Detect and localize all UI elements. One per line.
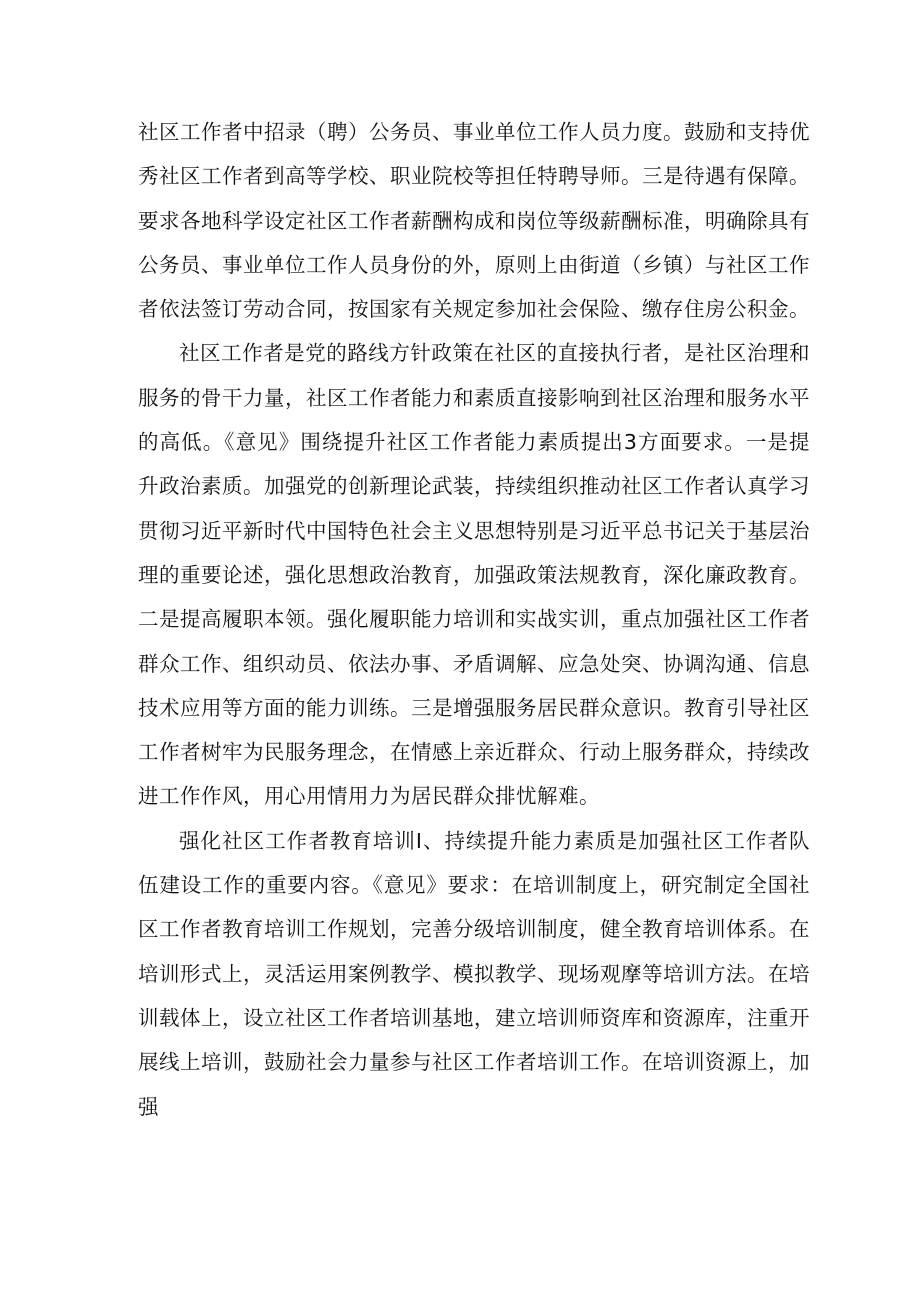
paragraph-1: 社区工作者中招录（聘）公务员、事业单位工作人员力度。鼓励和支持优秀社区工作者到高等学校、职业院校等担任特聘导师。三是待遇有保障。要求各地科学设定社区工作者薪酬构成和岗位等级薪酬标准，明确除具有公务员、事业单位工作人员身份的外，原则上由街道（乡镇）与社区工作者依法签订劳动合同，按国家有关规定参加社会保险、缴存住房公积金。 xyxy=(138,120,810,322)
paragraph-3: 强化社区工作者教育培训I、持续提升能力素质是加强社区工作者队伍建设工作的重要内容。《意见》要求：在培训制度上，研究制定全国社区工作者教育培训工作规划，完善分级培训制度，健全教育培训体系。在培训形式上，灵活运用案例教学、模拟教学、现场观摩等培训方法。在培训载体上，设立社区工作者培训基地，建立培训师资库和资源库，注重开展线上培训，鼓励社会力量参与社区工作者培训工作。在培训资源上，加强 xyxy=(138,828,810,1119)
paragraph-2: 社区工作者是党的路线方针政策在社区的直接执行者，是社区治理和服务的骨干力量，社区工作者能力和素质直接影响到社区治理和服务水平的高低。《意见》围绕提升社区工作者能力素质提出3方面要求。一是提升政治素质。加强党的创新理论武装，持续组织推动社区工作者认真学习贯彻习近平新时代中国特色社会主义思想特别是习近平总书记关于基层治理的重要论述，强化思想政治教育，加强政策法规教育，深化廉政教育。二是提高履职本领。强化履职能力培训和实战实训，重点加强社区工作者群众工作、组织动员、依法办事、矛盾调解、应急处突、协调沟通、信息技术应用等方面的能力训练。三是增强服务居民群众意识。教育引导社区工作者树牢为民服务理念，在情感上亲近群众、行动上服务群众，持续改进工作作风，用心用情用力为居民群众排忧解难。 xyxy=(138,341,810,809)
document-body xyxy=(138,110,810,1129)
